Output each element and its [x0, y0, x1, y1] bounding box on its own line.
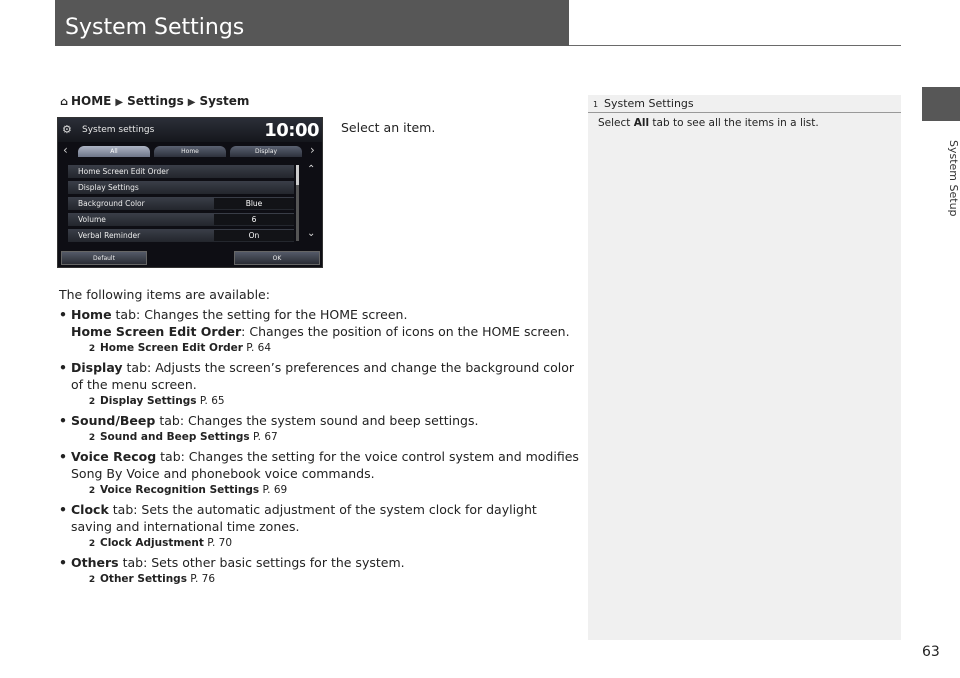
ok-button[interactable]: OK — [234, 251, 320, 265]
cross-reference[interactable] — [87, 340, 579, 356]
list-item-label: Volume — [78, 215, 106, 224]
instruction-text: Select an item. — [341, 120, 436, 135]
list-item[interactable] — [68, 229, 294, 242]
ref-name: Display Settings — [100, 395, 197, 407]
tab-display[interactable]: Display — [230, 146, 302, 157]
default-button[interactable]: Default — [61, 251, 147, 265]
list-item[interactable] — [68, 213, 294, 226]
sub-item-keyword: Home Screen Edit Order — [71, 324, 242, 339]
section-header-bar — [55, 0, 569, 46]
chapter-label: System Setup — [947, 139, 960, 217]
item-desc: tab: Changes the system sound and beep settings. — [155, 413, 479, 428]
sub-item — [59, 323, 579, 340]
screen-clock: 10:00 — [264, 120, 319, 141]
bullet-icon: • — [59, 413, 67, 428]
scroll-up-icon[interactable]: ⌃ — [307, 164, 316, 175]
chapter-tab — [922, 87, 960, 121]
item-desc: tab: Adjusts the screen’s preferences and change the background color of the menu screen. — [71, 360, 575, 392]
ref-name: Clock Adjustment — [100, 537, 204, 549]
bullet-icon: • — [59, 449, 67, 464]
item-keyword: Clock — [71, 502, 109, 517]
item-keyword: Others — [71, 555, 119, 570]
cross-reference[interactable] — [87, 429, 579, 445]
ref-page: P. 69 — [259, 484, 288, 496]
chevron-left-icon[interactable]: ‹ — [63, 143, 68, 157]
list-item-label: Display Settings — [78, 183, 139, 192]
settings-list — [68, 165, 294, 245]
cross-reference[interactable] — [87, 535, 579, 551]
ref-page: P. 65 — [196, 395, 225, 407]
reference-icon: 2 — [88, 397, 96, 407]
note-text-pre: Select — [598, 117, 634, 129]
ref-name: Home Screen Edit Order — [100, 342, 243, 354]
tab-all[interactable]: All — [78, 146, 150, 157]
gear-icon: ⚙ — [62, 123, 72, 136]
reference-icon: 2 — [88, 344, 96, 354]
ref-page: P. 76 — [186, 573, 216, 585]
ref-name: Other Settings — [100, 573, 187, 585]
tab-home[interactable]: Home — [154, 146, 226, 157]
sub-item-desc: : Changes the position of icons on the HOME screen. — [241, 324, 570, 339]
list-item-value: Blue — [214, 198, 294, 209]
bullet-icon: • — [59, 502, 67, 517]
list-item-label: Background Color — [78, 199, 145, 208]
arrow-right-icon: ▶ — [115, 97, 124, 108]
list-item[interactable] — [68, 197, 294, 210]
list-item — [59, 359, 579, 393]
list-item — [59, 412, 579, 429]
path-home: HOME — [71, 94, 112, 108]
item-keyword: Sound/Beep — [71, 413, 156, 428]
bullet-icon: • — [59, 307, 67, 322]
note-text-keyword: All — [633, 117, 650, 129]
page-number: 63 — [922, 644, 940, 660]
note-text-post: tab to see all the items in a list. — [649, 117, 819, 129]
reference-icon: 2 — [88, 433, 96, 443]
list-item-label: Verbal Reminder — [78, 231, 141, 240]
device-screenshot — [57, 117, 323, 268]
cross-reference[interactable] — [87, 482, 579, 498]
list-item[interactable] — [68, 181, 294, 194]
item-keyword: Home — [71, 307, 112, 322]
item-keyword: Display — [71, 360, 123, 375]
reference-icon: 2 — [88, 486, 96, 496]
list-item[interactable] — [68, 165, 294, 178]
list-item — [59, 501, 579, 535]
bullet-icon: • — [59, 555, 67, 570]
screen-top-bar — [58, 118, 322, 142]
note-heading — [593, 97, 694, 110]
ref-name: Sound and Beep Settings — [100, 431, 250, 443]
ref-page: P. 67 — [249, 431, 278, 443]
chevron-right-icon[interactable]: › — [310, 143, 315, 157]
ref-page: P. 64 — [242, 342, 272, 354]
item-keyword: Voice Recog — [71, 449, 157, 464]
note-heading-text: System Settings — [604, 97, 694, 110]
header-rule — [569, 45, 901, 46]
menu-path — [59, 94, 249, 108]
note-sidebar — [588, 95, 901, 640]
item-desc: tab: Changes the setting for the voice control system and modifies Song By Voice and phonebook voice commands. — [71, 449, 579, 481]
item-desc: tab: Sets the automatic adjustment of the system clock for daylight saving and international time zones. — [71, 502, 537, 534]
scroll-down-icon[interactable]: ⌄ — [307, 228, 316, 239]
cross-reference[interactable] — [87, 571, 579, 587]
note-divider — [588, 112, 901, 113]
list-item-value: On — [214, 230, 294, 241]
list-item — [59, 448, 579, 482]
ref-name: Voice Recognition Settings — [100, 484, 260, 496]
arrow-right-icon: ▶ — [187, 97, 196, 108]
list-item-label: Home Screen Edit Order — [78, 167, 169, 176]
reference-icon: 2 — [88, 575, 96, 585]
intro-text: The following items are available: — [59, 287, 270, 302]
item-desc: tab: Sets other basic settings for the system. — [118, 555, 405, 570]
home-icon: ⌂ — [60, 95, 68, 108]
note-text — [598, 117, 819, 129]
list-item — [59, 554, 579, 571]
ref-page: P. 70 — [203, 537, 233, 549]
path-settings: Settings — [127, 94, 184, 108]
bullet-icon: • — [59, 360, 67, 375]
list-item-value: 6 — [214, 214, 294, 225]
scrollbar-thumb[interactable] — [296, 165, 299, 185]
list-item — [59, 306, 579, 323]
cross-reference[interactable] — [87, 393, 579, 409]
reference-icon: 2 — [88, 539, 96, 549]
page-title: System Settings — [65, 15, 245, 40]
path-system: System — [199, 94, 250, 108]
screen-title: System settings — [82, 125, 155, 135]
item-desc: tab: Changes the setting for the HOME screen. — [111, 307, 408, 322]
note-marker-icon: 1 — [593, 100, 599, 109]
item-list-section — [59, 286, 579, 587]
